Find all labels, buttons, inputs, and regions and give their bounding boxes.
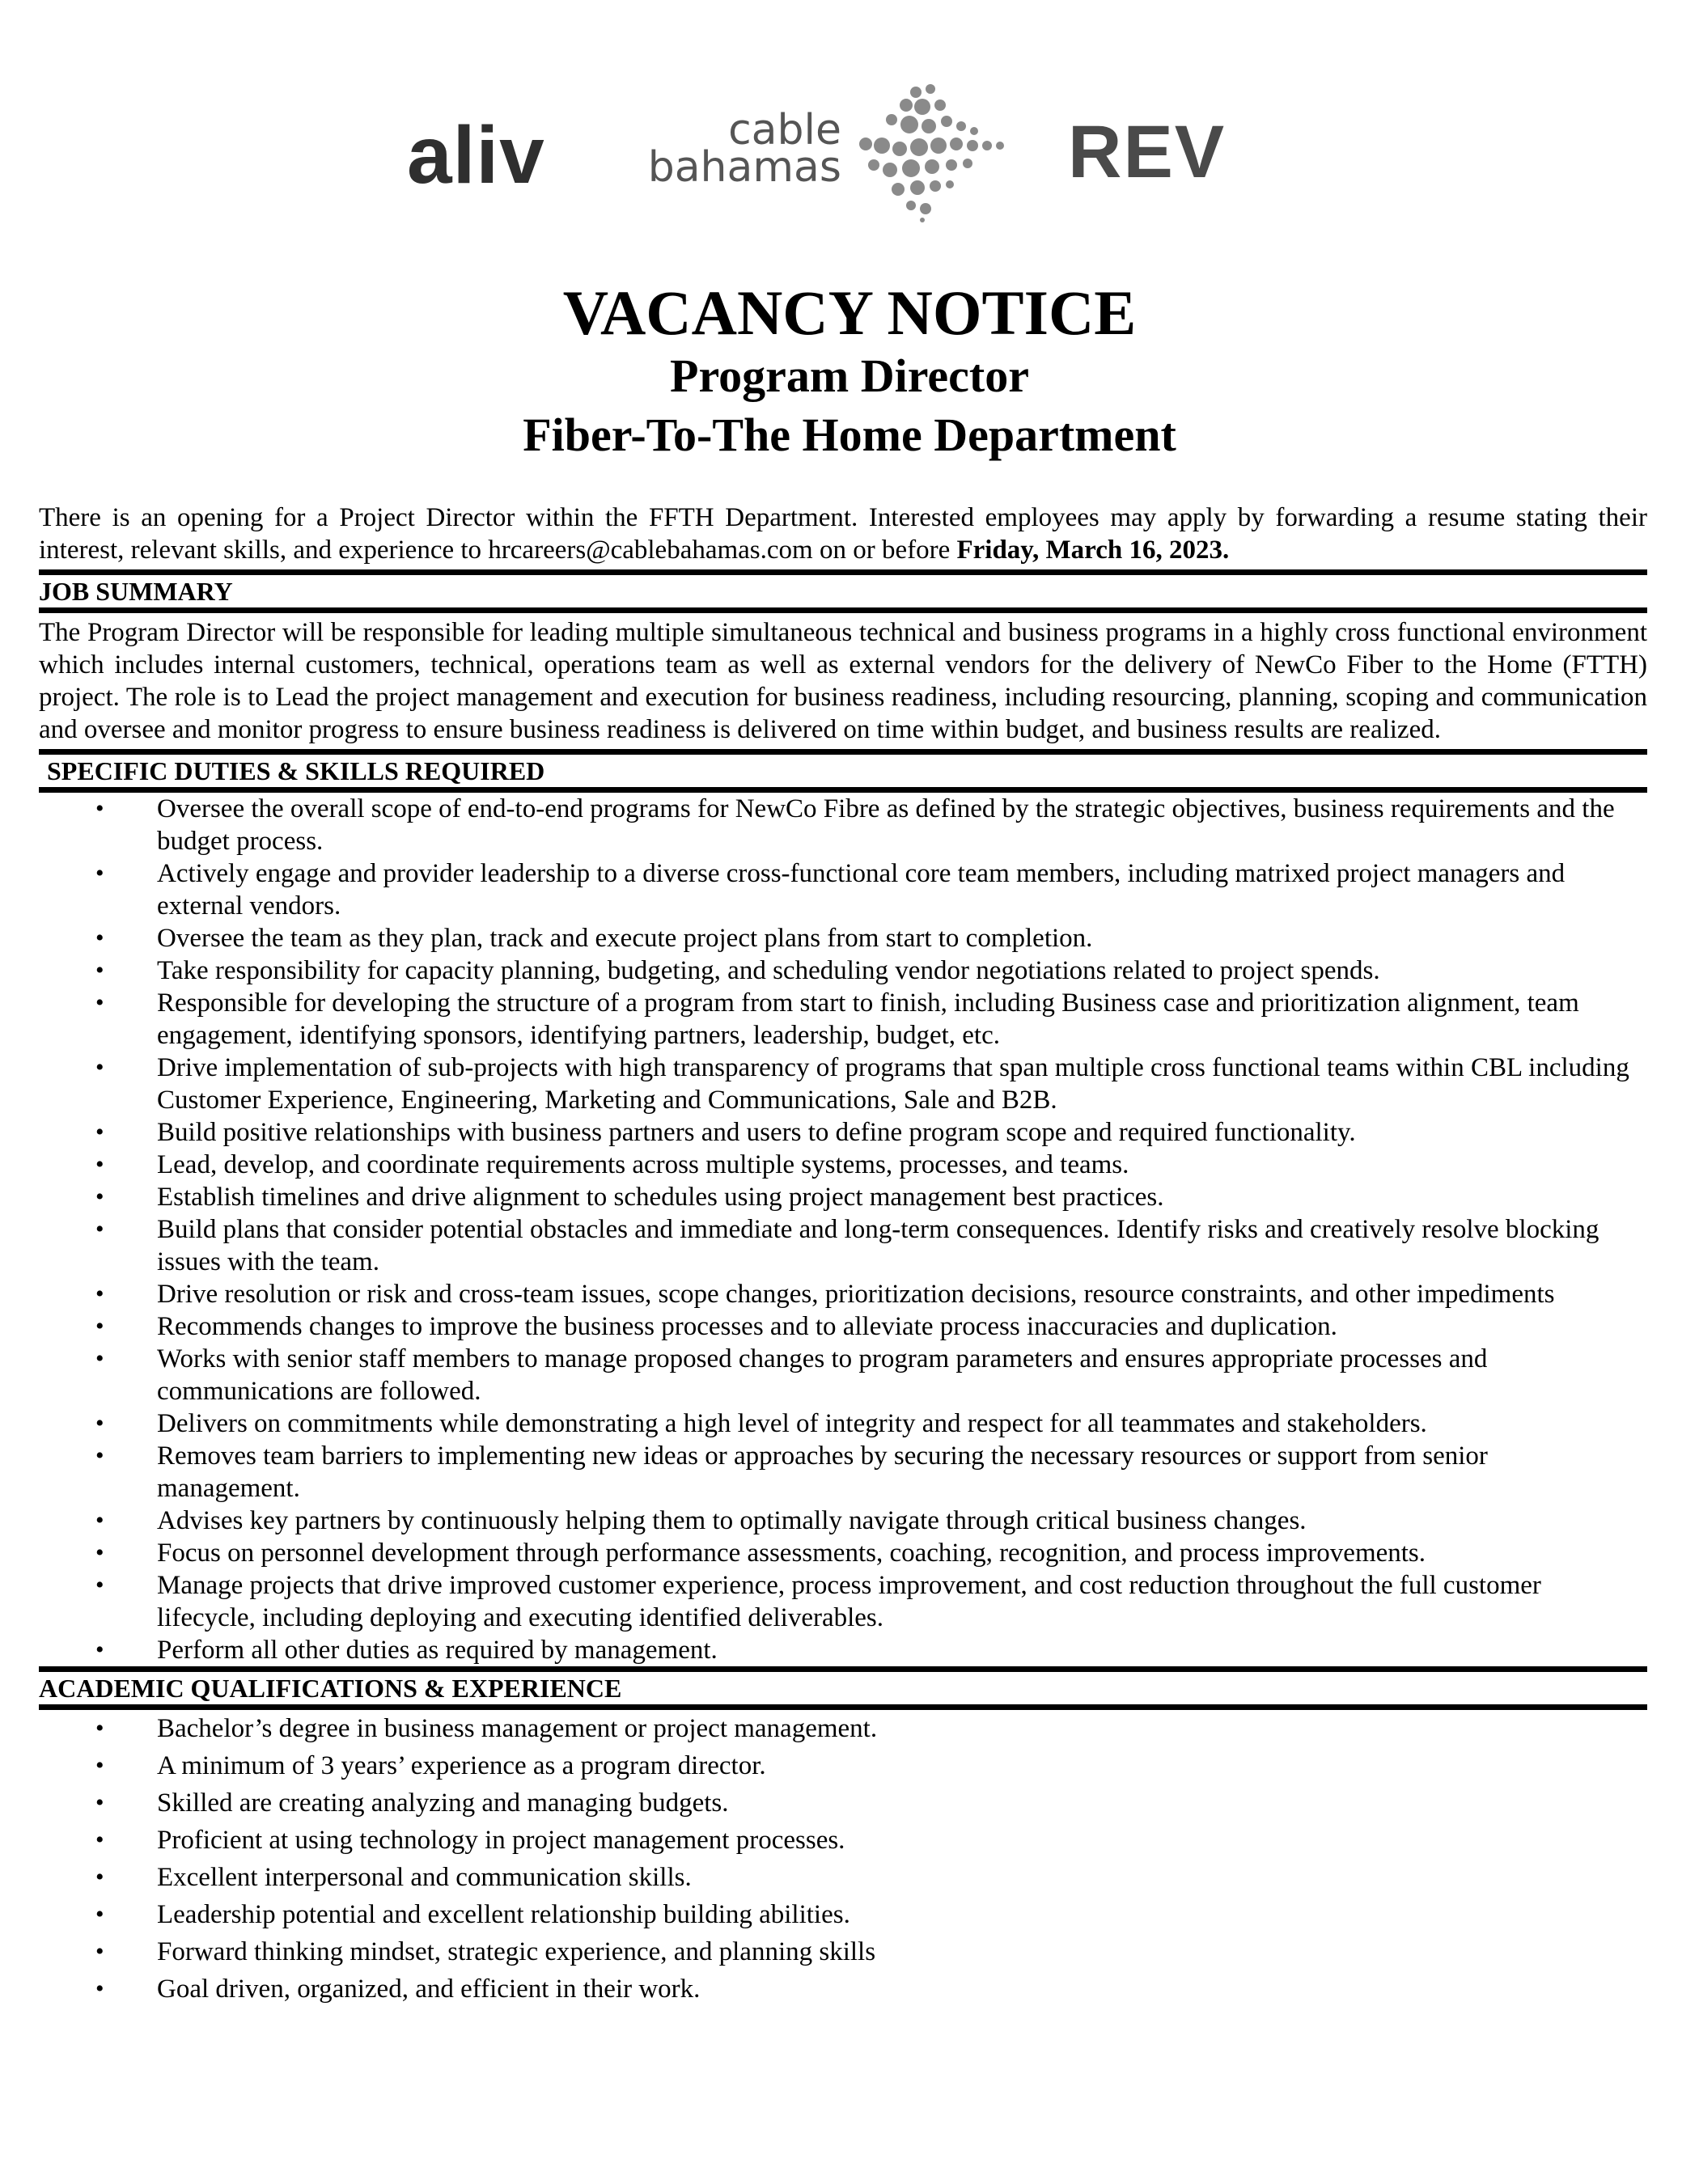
aliv-logo: aliv — [407, 110, 545, 201]
duty-item — [39, 793, 1647, 857]
duty-item — [39, 1310, 1647, 1343]
bullet-icon: • — [95, 1183, 104, 1210]
list-item-text: Drive resolution or risk and cross-team issues, scope changes, prioritization decisions, resource constraints, and other impediments — [157, 1280, 1555, 1309]
list-item-text: Skilled are creating analyzing and managing budgets. — [157, 1788, 729, 1818]
list-item-text: Forward thinking mindset, strategic experience, and planning skills — [157, 1937, 876, 1966]
bullet-icon: • — [95, 1826, 104, 1853]
duty-item — [39, 1213, 1647, 1278]
cable-logo-line2: bahamas — [647, 143, 841, 192]
duty-item — [39, 987, 1647, 1052]
position-title: Program Director — [670, 349, 1029, 402]
list-item-text: Proficient at using technology in project management processes. — [157, 1826, 845, 1855]
duty-item — [39, 954, 1647, 987]
job-summary-paragraph: The Program Director will be responsible for leading multiple simultaneous technical and business programs in a highly cross functional environment which includes internal customers, technical, operations team as well as external vendors for the delivery of NewCo Fiber to the Home (FTTH) project. The role is to Lead the project management and execution for business readiness, including resourcing, planning, scoping and communication and oversee and monitor progress to ensure business readiness is delivered on time within budget, and business results are realized. — [39, 618, 1647, 744]
bullet-icon: • — [95, 1752, 104, 1779]
duty-item — [39, 1505, 1647, 1537]
list-item-text: Build positive relationships with business partners and users to define program scope and required functionality. — [157, 1118, 1356, 1147]
bullet-icon: • — [95, 1313, 104, 1340]
qualification-item — [39, 1822, 1647, 1859]
bullet-icon: • — [95, 1789, 104, 1816]
qualification-item — [39, 1970, 1647, 2008]
duty-item — [39, 922, 1647, 954]
qualification-item — [39, 1747, 1647, 1784]
list-item-text: Goal driven, organized, and efficient in their work. — [157, 1974, 701, 2004]
cable-bahamas-dots-icon — [850, 81, 1011, 222]
bullet-icon: • — [95, 860, 104, 887]
bullet-icon: • — [95, 795, 104, 822]
list-item-text: Works with senior staff members to manage proposed changes to program parameters and ensures appropriate processes and communications are followed. — [157, 1344, 1488, 1406]
bullet-icon: • — [95, 1151, 104, 1178]
list-item-text: Actively engage and provider leadership to a diverse cross-functional core team members, including matrixed project managers and external vendors. — [157, 859, 1566, 921]
duties-heading: SPECIFIC DUTIES & SKILLS REQUIRED — [39, 749, 1647, 793]
qualifications-list — [39, 1710, 1647, 2008]
list-item-text: Leadership potential and excellent relationship building abilities. — [157, 1900, 850, 1929]
list-item-text: Build plans that consider potential obstacles and immediate and long-term consequences. Identify risks and creatively resolve blocking issues with the team. — [157, 1215, 1599, 1276]
list-item-text: Recommends changes to improve the business processes and to alleviate process inaccuracies and duplication. — [157, 1312, 1337, 1341]
duty-item — [39, 1634, 1647, 1666]
department-title: Fiber-To-The Home Department — [523, 408, 1176, 461]
job-summary-heading: JOB SUMMARY — [39, 569, 1647, 613]
bullet-icon: • — [95, 1636, 104, 1663]
bullet-icon: • — [95, 1715, 104, 1742]
bullet-icon: • — [95, 925, 104, 951]
bullet-icon: • — [95, 1442, 104, 1469]
page-title: VACANCY NOTICE — [562, 277, 1137, 348]
list-item-text: Bachelor’s degree in business management or project management. — [157, 1714, 878, 1743]
bullet-icon: • — [95, 957, 104, 984]
list-item-text: Removes team barriers to implementing new ideas or approaches by securing the necessary resources or support from senior management. — [157, 1441, 1488, 1503]
bullet-icon: • — [95, 1280, 104, 1307]
duty-item — [39, 1278, 1647, 1310]
qualification-item — [39, 1784, 1647, 1822]
bullet-icon: • — [95, 1345, 104, 1372]
bullet-icon: • — [95, 1410, 104, 1437]
bullet-icon: • — [95, 1572, 104, 1598]
duty-item — [39, 1569, 1647, 1634]
title-block — [0, 279, 1699, 465]
list-item-text: Drive implementation of sub-projects with high transparency of programs that span multiple cross functional teams within CBL including Customer Experience, Engineering, Marketing and Communications, Sale and B2B. — [157, 1053, 1629, 1115]
bullet-icon: • — [95, 1216, 104, 1242]
qualification-item — [39, 1933, 1647, 1970]
list-item-text: Advises key partners by continuously helping them to optimally navigate through critical business changes. — [157, 1506, 1307, 1535]
intro-paragraph — [39, 502, 1647, 566]
list-item-text: Oversee the overall scope of end-to-end programs for NewCo Fibre as defined by the strategic objectives, business requirements and the budget process. — [157, 794, 1615, 856]
cable-bahamas-logo-text — [635, 106, 841, 192]
duty-item — [39, 1181, 1647, 1213]
notice-content — [39, 502, 1647, 2008]
duty-item — [39, 857, 1647, 922]
bullet-icon: • — [95, 1507, 104, 1534]
duty-item — [39, 1440, 1647, 1505]
qualification-item — [39, 1710, 1647, 1747]
bullet-icon: • — [95, 1864, 104, 1890]
duty-item — [39, 1052, 1647, 1116]
bullet-icon: • — [95, 1119, 104, 1145]
list-item-text: A minimum of 3 years’ experience as a program director. — [157, 1751, 766, 1780]
duty-item — [39, 1149, 1647, 1181]
duty-item — [39, 1407, 1647, 1440]
bullet-icon: • — [95, 1975, 104, 2002]
list-item-text: Responsible for developing the structure of a program from start to finish, including Business case and prioritization alignment, team engagement, identifying sponsors, identifying partners, leadership, budget, etc. — [157, 988, 1579, 1050]
bullet-icon: • — [95, 1901, 104, 1928]
list-item-text: Take responsibility for capacity planning, budgeting, and scheduling vendor negotiations related to project spends. — [157, 956, 1380, 985]
qualifications-heading: ACADEMIC QUALIFICATIONS & EXPERIENCE — [39, 1666, 1647, 1710]
list-item-text: Delivers on commitments while demonstrating a high level of integrity and respect for all teammates and stakeholders. — [157, 1409, 1427, 1438]
duty-item — [39, 1343, 1647, 1407]
duty-item — [39, 1537, 1647, 1569]
bullet-icon: • — [95, 1539, 104, 1566]
logo-bar — [0, 0, 1699, 243]
intro-text: There is an opening for a Project Director within the FFTH Department. Interested employees may apply by forwarding a resume stating their interest, relevant skills, and experience to hrcareers@cablebahamas.com on or before — [39, 503, 1647, 565]
list-item-text: Perform all other duties as required by management. — [157, 1636, 718, 1665]
bullet-icon: • — [95, 989, 104, 1016]
list-item-text: Lead, develop, and coordinate requirements across multiple systems, processes, and teams. — [157, 1150, 1129, 1179]
list-item-text: Focus on personnel development through performance assessments, coaching, recognition, and process improvements. — [157, 1539, 1426, 1568]
rev-logo: REV — [1068, 111, 1227, 193]
duties-list — [39, 793, 1647, 1666]
list-item-text: Oversee the team as they plan, track and execute project plans from start to completion. — [157, 924, 1093, 953]
list-item-text: Establish timelines and drive alignment to schedules using project management best practices. — [157, 1183, 1164, 1212]
deadline-text: Friday, March 16, 2023. — [956, 535, 1230, 565]
list-item-text: Manage projects that drive improved customer experience, process improvement, and cost reduction throughout the full customer lifecycle, including deploying and executing identified deliverables. — [157, 1571, 1541, 1632]
bullet-icon: • — [95, 1938, 104, 1965]
duty-item — [39, 1116, 1647, 1149]
qualification-item — [39, 1859, 1647, 1896]
qualification-item — [39, 1896, 1647, 1933]
bullet-icon: • — [95, 1054, 104, 1081]
list-item-text: Excellent interpersonal and communication skills. — [157, 1863, 692, 1892]
cable-logo-line1: cable — [728, 106, 841, 154]
